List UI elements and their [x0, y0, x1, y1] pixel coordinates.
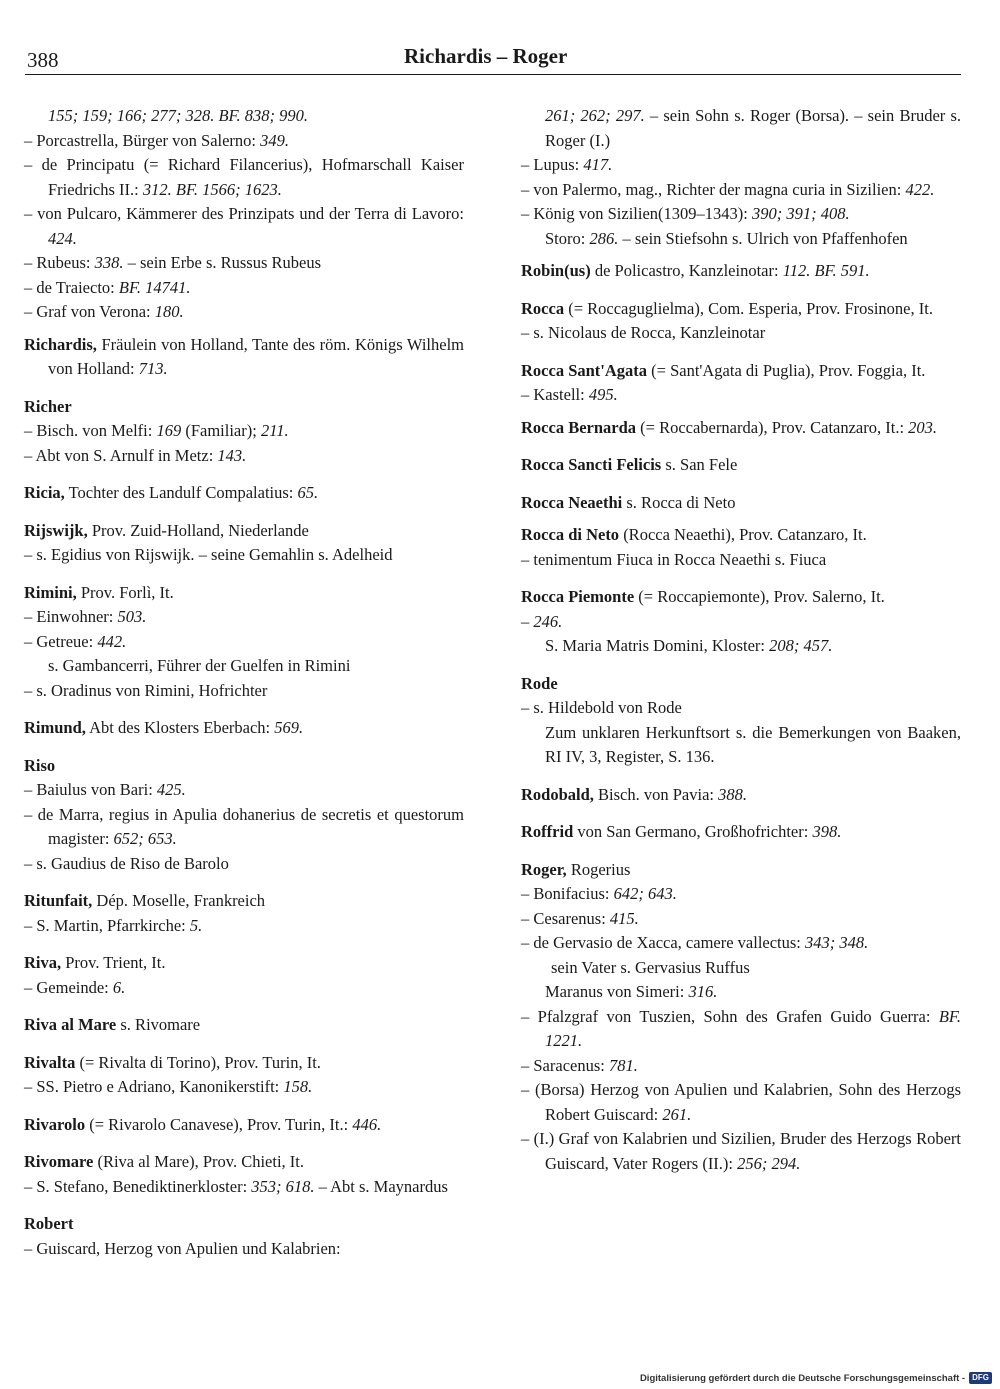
- index-entry-rode: [521, 672, 961, 770]
- ref: 349.: [260, 130, 290, 150]
- ref: 338.: [94, 253, 124, 272]
- headword: Rivomare: [24, 1152, 94, 1171]
- ref: 143.: [217, 445, 247, 465]
- headword: Ricia,: [24, 483, 65, 502]
- ref: 316.: [688, 982, 718, 1001]
- headword: Rocca Bernarda: [521, 417, 637, 437]
- headword: Roger,: [521, 859, 567, 879]
- sub-entry: Maranus von Simeri:: [545, 982, 689, 1001]
- index-entry-rocca-di-neto: [521, 523, 961, 572]
- headword: Rimund,: [24, 718, 86, 737]
- sub-entry: – s. Nicolaus de Rocca, Kanzleinotar: [521, 323, 766, 342]
- entry-text: (= Roccaguglielma), Com. Esperia, Prov. Frosinone, It.: [564, 298, 933, 318]
- sub-entry: – S. Martin, Pfarrkirche:: [24, 915, 190, 935]
- header-rule: [25, 74, 961, 75]
- sub-entry: – de Gervasio de Xacca, camere vallectus:: [521, 933, 806, 952]
- headword: Riva al Mare: [24, 1015, 117, 1034]
- headword: Richer: [24, 396, 72, 416]
- index-entry-rocca: [521, 297, 961, 346]
- ref: BF. 14741.: [118, 277, 191, 297]
- sub-entry: – Abt von S. Arnulf in Metz:: [24, 445, 218, 465]
- ref: 158.: [283, 1077, 313, 1096]
- right-column: [521, 104, 961, 1189]
- left-column: [24, 104, 464, 1274]
- digitization-footer: [640, 1372, 992, 1384]
- index-entry-riva-al-mare: [24, 1013, 464, 1038]
- sub-entry: – de Marra, regius in Apulia dohanerius de secretis et questorum magister:: [24, 804, 464, 848]
- ref: 424.: [48, 228, 77, 248]
- index-entry-riva: [24, 951, 464, 1000]
- entry-text: Dép. Moselle, Frankreich: [92, 891, 266, 910]
- entry-text: (= Roccabernarda), Prov. Catanzaro, It.:: [636, 417, 909, 437]
- sub-entry: – Rubeus:: [24, 253, 95, 272]
- sub-entry: – Bisch. von Melfi:: [24, 421, 157, 440]
- sub-entry: – Graf von Verona:: [24, 302, 155, 321]
- sub-entry: – s. Gaudius de Riso de Barolo: [24, 853, 229, 873]
- sub-entry: – Lupus:: [521, 155, 584, 174]
- dfg-logo: DFG: [969, 1372, 992, 1384]
- index-entry-robert-cont: [521, 104, 961, 251]
- sub-entry: – Gemeinde:: [24, 977, 113, 997]
- sub-entry: – S. Stefano, Benediktinerkloster:: [24, 1176, 252, 1196]
- ref: – 246.: [521, 611, 563, 631]
- index-entry-rivomare: [24, 1150, 464, 1199]
- ref: 261; 262; 297.: [545, 106, 645, 125]
- index-entry-rocca-bernarda: [521, 416, 961, 441]
- sub-entry: – SS. Pietro e Adriano, Kanonikerstift:: [24, 1077, 284, 1096]
- ref: 652; 653.: [113, 829, 177, 848]
- entry-text: (= Rivarolo Canavese), Prov. Turin, It.:: [85, 1114, 353, 1134]
- sub-entry: – s. Hildebold von Rode: [521, 698, 682, 717]
- headword: Ritunfait,: [24, 891, 93, 910]
- headword: Rocca di Neto: [521, 525, 620, 544]
- entry-text: Prov. Forlì, It.: [76, 582, 174, 602]
- headword: Rodobald,: [521, 784, 594, 804]
- sub-entry: S. Maria Matris Domini, Kloster:: [545, 636, 770, 655]
- ref: 415.: [609, 908, 639, 928]
- cross-ref: – Abt s. Maynardus: [314, 1176, 448, 1196]
- ref: BF. 1221.: [545, 1006, 961, 1050]
- headword: Rocca Sancti Felicis: [521, 455, 662, 474]
- headword: Richardis,: [24, 334, 97, 354]
- ref: 256; 294.: [737, 1153, 801, 1173]
- entry-text: Prov. Trient, It.: [61, 953, 166, 972]
- headword: Rijswijk,: [24, 520, 88, 540]
- headword: Rivarolo: [24, 1114, 86, 1134]
- entry-text: Fräulein von Holland, Tante des röm. Königs Wilhelm von Holland:: [48, 334, 464, 378]
- ref: 155; 159; 166; 277; 328. BF. 838; 990.: [48, 106, 309, 125]
- index-entry-riso: [24, 754, 464, 877]
- sub-entry: – de Traiecto:: [24, 277, 119, 297]
- headword: Rivalta: [24, 1052, 76, 1072]
- ref: 781.: [608, 1055, 638, 1075]
- ref: 5.: [189, 915, 203, 935]
- index-entry-roger: [521, 858, 961, 1177]
- headword: Rocca Piemonte: [521, 587, 635, 606]
- sub-entry: (Familiar);: [181, 421, 261, 440]
- running-header: Richardis – Roger: [404, 44, 568, 68]
- ref: 442.: [97, 631, 127, 651]
- sub-entry: – (Borsa) Herzog von Apulien und Kalabrien, Sohn des Herzogs Robert Guiscard:: [521, 1080, 961, 1124]
- sub-entry: – Kastell:: [521, 385, 589, 404]
- headword: Rocca: [521, 298, 565, 318]
- headword: Robin(us): [521, 261, 591, 280]
- index-entry-rimund: [24, 716, 464, 741]
- ref: 343; 348.: [805, 933, 869, 952]
- sub-entry: – Guiscard, Herzog von Apulien und Kalabrien:: [24, 1238, 341, 1258]
- headword: Riva,: [24, 953, 62, 972]
- headword: Rocca Sant'Agata: [521, 360, 648, 380]
- index-entry-rivarolo: [24, 1113, 464, 1138]
- ref: 112. BF. 591.: [782, 261, 870, 280]
- ref: 208; 457.: [769, 636, 833, 655]
- headword: Riso: [24, 755, 56, 775]
- ref: 495.: [588, 385, 618, 404]
- sub-entry: – Porcastrella, Bürger von Salerno:: [24, 130, 261, 150]
- cross-ref: sein Vater s. Gervasius Ruffus: [551, 957, 750, 977]
- ref: 203.: [908, 417, 938, 437]
- entry-text: (= Roccapiemonte), Prov. Salerno, It.: [634, 587, 885, 606]
- ref: 65.: [297, 483, 319, 502]
- ref: 169: [156, 421, 182, 440]
- cross-ref: – sein Erbe s. Russus Rubeus: [123, 253, 322, 272]
- ref: 388.: [718, 784, 747, 804]
- headword: Roffrid: [521, 822, 574, 841]
- ref: 417.: [583, 155, 613, 174]
- sub-entry: – Saracenus:: [521, 1055, 609, 1075]
- index-entry-rocca-piemonte: [521, 585, 961, 659]
- entry-text: de Policastro, Kanzleinotar:: [590, 261, 783, 280]
- entry-text: von San Germano, Großhofrichter:: [573, 822, 813, 841]
- headword: Rode: [521, 673, 558, 693]
- index-entry-rocca-sancti-felicis: [521, 453, 961, 478]
- page-number: 388: [27, 48, 59, 72]
- sub-entry: – s. Egidius von Rijswijk. – seine Gemahlin s. Adelheid: [24, 545, 393, 564]
- cross-ref: s. Rivomare: [116, 1015, 201, 1034]
- entry-text: Prov. Zuid-Holland, Niederlande: [87, 520, 309, 540]
- ref: 353; 618.: [251, 1176, 315, 1196]
- ref: 713.: [138, 359, 168, 378]
- ref: 569.: [274, 718, 304, 737]
- entry-text: Rogerius: [566, 859, 631, 879]
- sub-entry: – Baiulus von Bari:: [24, 780, 157, 799]
- cross-ref: s. San Fele: [661, 455, 738, 474]
- ref: 286.: [589, 228, 619, 248]
- index-entry-rijswijk: [24, 519, 464, 568]
- sub-entry: – Cesarenus:: [521, 908, 610, 928]
- index-entry-rocca-neaethi: [521, 491, 961, 516]
- cross-ref: – sein Sohn s. Roger (Borsa). – sein Bruder s. Roger (I.): [545, 106, 961, 150]
- sub-entry: – de Principatu (= Richard Filancerius), Hofmarschall Kaiser Friedrichs II.:: [24, 155, 464, 199]
- cross-ref: – sein Stiefsohn s. Ulrich von Pfaffenhofen: [618, 228, 908, 248]
- sub-entry: Storo:: [545, 228, 590, 248]
- headword: Rimini,: [24, 582, 77, 602]
- index-entry-robinus: [521, 259, 961, 284]
- index-entry-richer: [24, 395, 464, 469]
- index-entry-ritunfait: [24, 889, 464, 938]
- entry-text: (= Rivalta di Torino), Prov. Turin, It.: [75, 1052, 321, 1072]
- index-entry-richardis: [24, 333, 464, 382]
- entry-text: (= Sant'Agata di Puglia), Prov. Foggia, It.: [647, 360, 926, 380]
- index-entry-rodobald: [521, 783, 961, 808]
- ref: 422.: [905, 179, 935, 199]
- sub-entry: – König von Sizilien(1309–1343):: [521, 204, 752, 223]
- entry-text: Abt des Klosters Eberbach:: [85, 718, 275, 737]
- ref: 6.: [112, 977, 126, 997]
- headword: Robert: [24, 1214, 74, 1233]
- sub-entry: – Einwohner:: [24, 607, 118, 626]
- ref: 390; 391; 408.: [751, 204, 850, 223]
- sub-entry: – Pfalzgraf von Tuszien, Sohn des Grafen Guido Guerra:: [521, 1006, 939, 1026]
- note: Zum unklaren Herkunftsort s. die Bemerkungen von Baaken, RI IV, 3, Register, S. 136.: [545, 722, 961, 766]
- sub-entry: – von Pulcaro, Kämmerer des Prinzipats und der Terra di Lavoro:: [24, 204, 464, 223]
- headword: Rocca Neaethi: [521, 492, 623, 512]
- ref: 180.: [154, 302, 184, 321]
- sub-entry: – von Palermo, mag., Richter der magna curia in Sizilien:: [521, 179, 906, 199]
- ref: 446.: [352, 1114, 382, 1134]
- ref: 503.: [117, 607, 147, 626]
- index-entry-roffrid: [521, 820, 961, 845]
- footer-text: Digitalisierung gefördert durch die Deutsche Forschungsgemeinschaft -: [639, 1372, 966, 1384]
- cross-ref: s. Gambancerri, Führer der Guelfen in Rimini: [48, 656, 351, 675]
- entry-text: Tochter des Landulf Compalatius:: [64, 483, 298, 502]
- index-entry-rocca-sant-agata: [521, 359, 961, 408]
- ref: 425.: [156, 780, 186, 799]
- index-entry-rimini: [24, 581, 464, 704]
- ref: 398.: [812, 822, 842, 841]
- index-entry-rivalta: [24, 1051, 464, 1100]
- entry-text: Bisch. von Pavia:: [593, 784, 719, 804]
- sub-entry: – Bonifacius:: [521, 884, 614, 903]
- index-entry-richard-cont: [24, 104, 464, 325]
- cross-ref: s. Rocca di Neto: [622, 492, 736, 512]
- index-entry-robert: [24, 1212, 464, 1261]
- sub-entry: – tenimentum Fiuca in Rocca Neaethi s. Fiuca: [521, 549, 827, 569]
- ref: 261.: [662, 1104, 692, 1124]
- sub-entry: – Getreue:: [24, 631, 98, 651]
- ref: 312. BF. 1566; 1623.: [142, 179, 282, 199]
- entry-text: (Riva al Mare), Prov. Chieti, It.: [93, 1152, 304, 1171]
- index-entry-ricia: [24, 481, 464, 506]
- sub-entry: – s. Oradinus von Rimini, Hofrichter: [24, 680, 268, 700]
- entry-text: (Rocca Neaethi), Prov. Catanzaro, It.: [619, 525, 867, 544]
- ref: 211.: [260, 421, 289, 440]
- sub-entry: – (I.) Graf von Kalabrien und Sizilien, Bruder des Herzogs Robert Guiscard, Vater Rogers (II.):: [521, 1129, 961, 1173]
- ref: 642; 643.: [613, 884, 677, 903]
